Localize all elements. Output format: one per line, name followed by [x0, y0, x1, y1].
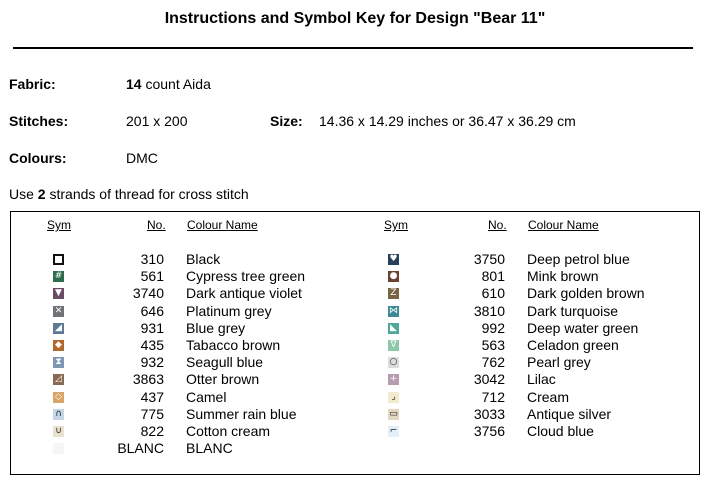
table-row	[0, 303, 710, 320]
table-row	[0, 320, 710, 337]
table-row	[0, 440, 710, 457]
table-row	[0, 389, 710, 406]
table-row	[0, 337, 710, 354]
colour-number: 992	[481, 319, 505, 336]
colour-number: 310	[140, 251, 164, 267]
colour-number: 775	[140, 405, 164, 422]
size-value: 14.36 x 14.29 inches or 36.47 x 36.29 cm	[319, 113, 576, 129]
title-divider	[13, 47, 693, 49]
instructions-pre: Use	[9, 186, 38, 202]
colour-number: 646	[140, 302, 164, 319]
colour-number: 610	[481, 285, 505, 302]
colours-value: DMC	[126, 150, 158, 166]
colour-number: 563	[481, 337, 505, 353]
colour-number: 712	[481, 388, 505, 405]
colour-number: 762	[481, 354, 505, 371]
color-swatch-icon: ◢	[53, 323, 64, 334]
colour-number: 3756	[473, 423, 505, 439]
color-swatch-icon: ∪	[53, 426, 64, 437]
color-swatch-icon: Z	[388, 288, 399, 299]
page-title: Instructions and Symbol Key for Design "Bear 11"	[164, 10, 546, 27]
strand-count: 2	[37, 186, 46, 202]
table-row	[0, 423, 710, 440]
colour-number: BLANC	[117, 440, 164, 457]
stitches-value: 201 x 200	[126, 113, 188, 129]
size-label: Size:	[270, 113, 303, 129]
right-colour-name-header: Colour Name	[528, 218, 599, 232]
left-sym-header: Sym	[47, 218, 71, 232]
color-swatch-icon: ◣	[388, 323, 399, 334]
color-swatch-icon: #	[54, 271, 63, 282]
colour-name: Blue grey	[186, 319, 246, 336]
color-swatch-icon: ♥	[389, 254, 398, 264]
fabric-type: count Aida	[141, 76, 211, 92]
colour-number: 561	[140, 268, 164, 285]
colour-name: Black	[186, 251, 221, 267]
colour-name: Platinum grey	[186, 302, 272, 319]
left-colour-name-header: Colour Name	[187, 218, 258, 232]
colour-name: Cloud blue	[527, 423, 594, 439]
fabric-label: Fabric:	[9, 76, 56, 92]
colour-name: Dark antique violet	[186, 285, 302, 302]
colour-name: Camel	[186, 388, 227, 405]
color-swatch-icon: ∇	[388, 340, 399, 351]
color-swatch-icon: ◆	[53, 340, 64, 351]
color-swatch-icon: ✕	[54, 305, 63, 316]
colour-number: 3750	[473, 251, 505, 267]
color-swatch-icon: ▭	[389, 408, 398, 419]
right-sym-header: Sym	[384, 218, 408, 232]
colour-number: 3810	[473, 302, 505, 319]
colour-number: 801	[481, 268, 505, 285]
fabric-count: 14	[126, 76, 142, 92]
colour-name: Deep water green	[527, 319, 639, 336]
color-swatch-icon: ⋈	[389, 305, 398, 316]
colour-name: Celadon green	[527, 337, 619, 353]
colour-number: 3740	[132, 285, 164, 302]
color-swatch-icon: ⌐	[389, 426, 398, 436]
colours-label: Colours:	[9, 150, 67, 166]
colour-name: Tabacco brown	[186, 337, 281, 353]
table-row	[0, 251, 710, 268]
colour-name: BLANC	[186, 440, 233, 457]
colour-name: Cotton cream	[186, 423, 271, 439]
colour-number: 3042	[473, 371, 505, 388]
table-row	[0, 354, 710, 371]
stitches-label: Stitches:	[9, 113, 69, 129]
table-row	[0, 371, 710, 388]
color-swatch-icon: ◿	[53, 374, 64, 385]
colour-name: Seagull blue	[186, 354, 264, 371]
color-swatch-icon: ●	[389, 271, 398, 282]
colour-name: Otter brown	[186, 371, 260, 388]
color-swatch-icon: ∩	[53, 409, 64, 420]
left-number-header: No.	[147, 218, 166, 232]
color-swatch-icon: ◇	[53, 392, 64, 403]
right-number-header: No.	[488, 218, 507, 232]
color-swatch-icon: +	[389, 374, 398, 385]
colour-name: Pearl grey	[527, 354, 591, 371]
table-row	[0, 285, 710, 302]
colour-name: Cream	[527, 388, 570, 405]
colour-number: 931	[140, 319, 164, 336]
colour-number: 437	[140, 388, 164, 405]
color-swatch-icon: ▼	[53, 288, 64, 299]
colour-number: 3033	[473, 405, 505, 422]
colour-name: Dark turquoise	[527, 302, 619, 319]
color-swatch-icon	[53, 443, 64, 454]
colour-name: Lilac	[527, 371, 556, 388]
colour-name: Antique silver	[527, 405, 612, 422]
instructions-text	[9, 186, 249, 202]
table-row	[0, 268, 710, 285]
colour-name: Deep petrol blue	[527, 251, 630, 267]
colour-name: Summer rain blue	[186, 405, 297, 422]
colour-number: 3863	[132, 371, 164, 388]
table-row	[0, 406, 710, 423]
fabric-value	[126, 76, 211, 92]
color-swatch-icon: ○	[389, 357, 398, 368]
colour-number: 822	[140, 423, 164, 439]
color-swatch-icon: ⌟	[388, 392, 399, 403]
colour-name: Cypress tree green	[186, 268, 306, 285]
color-swatch-icon: ⧗	[53, 357, 64, 368]
colour-name: Mink brown	[527, 268, 599, 285]
colour-number: 435	[140, 337, 164, 353]
instructions-post: strands of thread for cross stitch	[45, 186, 249, 202]
colour-number: 932	[140, 354, 164, 371]
colour-name: Dark golden brown	[527, 285, 645, 302]
